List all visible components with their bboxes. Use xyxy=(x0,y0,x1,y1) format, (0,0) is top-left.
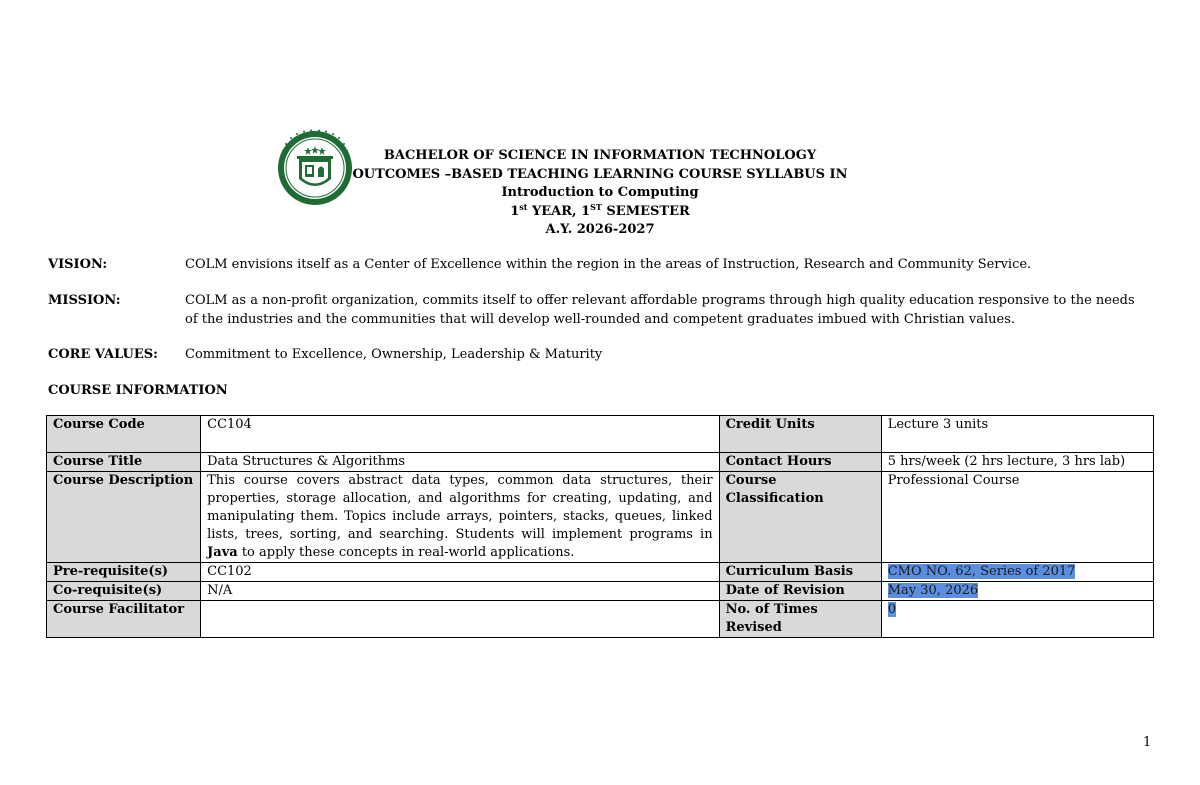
course-code-value: CC104 xyxy=(201,416,719,453)
credit-units-label: Credit Units xyxy=(719,416,881,453)
program-title: BACHELOR OF SCIENCE IN INFORMATION TECHNOLOGY xyxy=(383,148,817,163)
curriculum-basis-label: Curriculum Basis xyxy=(719,563,881,582)
syllabus-header xyxy=(300,147,900,240)
times-revised-cell xyxy=(881,601,1153,638)
course-description-value: This course covers abstract data types, common data structures, their properties, storage allocation, and algorithms for creating, updating, and manipulating them. Topics include arrays, pointers, stacks, queues, linked lists, trees, sorting, and searching. Students will implement programs in Java to apply these concepts in real-world applications. xyxy=(201,472,719,563)
table-row xyxy=(47,416,1154,453)
vision-label: VISION: xyxy=(48,257,108,272)
course-facilitator-value xyxy=(201,601,719,638)
vision-text: COLM envisions itself as a Center of Excellence within the region in the areas of Instruction, Research and Community Service. xyxy=(185,257,1032,272)
curriculum-basis-cell xyxy=(881,563,1153,582)
course-code-label: Course Code xyxy=(47,416,201,453)
corequisite-label: Co-requisite(s) xyxy=(47,582,201,601)
course-description-label: Course Description xyxy=(47,472,201,563)
page-number: 1 xyxy=(1143,735,1152,750)
syllabus-type: OUTCOMES –BASED TEACHING LEARNING COURSE SYLLABUS IN xyxy=(352,166,848,182)
curriculum-basis-value: CMO NO. 62, Series of 2017 xyxy=(887,564,1076,579)
year-semester: 1st YEAR, 1ST SEMESTER xyxy=(510,201,690,219)
course-title-label: Course Title xyxy=(47,453,201,472)
table-row xyxy=(47,472,1154,563)
corequisite-value: N/A xyxy=(201,582,719,601)
course-facilitator-label: Course Facilitator xyxy=(47,601,201,638)
table-row xyxy=(47,453,1154,472)
course-title-value: Data Structures & Algorithms xyxy=(201,453,719,472)
date-of-revision-value: May 30, 2026 xyxy=(887,583,979,598)
prerequisite-value: CC102 xyxy=(201,563,719,582)
date-of-revision-label: Date of Revision xyxy=(719,582,881,601)
course-classification-value: Professional Course xyxy=(881,472,1153,563)
mission-text: COLM as a non-profit organization, commits itself to offer relevant affordable programs through high quality education responsive to the needs of the industries and the communities that will develop well-rounded and competent graduates imbued with Christian values. xyxy=(185,293,1135,327)
table-row xyxy=(47,582,1154,601)
course-information-title: COURSE INFORMATION xyxy=(48,383,228,398)
course-classification-label: Course Classification xyxy=(719,472,881,563)
times-revised-label: No. of Times Revised xyxy=(719,601,881,638)
core-values-label: CORE VALUES: xyxy=(48,347,158,362)
table-row xyxy=(47,563,1154,582)
mission-label: MISSION: xyxy=(48,293,121,308)
course-subject-title: Introduction to Computing xyxy=(501,185,699,200)
table-row xyxy=(47,601,1154,638)
date-of-revision-cell xyxy=(881,582,1153,601)
core-values-text: Commitment to Excellence, Ownership, Leadership & Maturity xyxy=(185,347,603,362)
academic-year: A.Y. 2026-2027 xyxy=(545,222,655,237)
contact-hours-label: Contact Hours xyxy=(719,453,881,472)
credit-units-value: Lecture 3 units xyxy=(881,416,1153,453)
prerequisite-label: Pre-requisite(s) xyxy=(47,563,201,582)
contact-hours-value: 5 hrs/week (2 hrs lecture, 3 hrs lab) xyxy=(881,453,1153,472)
course-information-table xyxy=(46,415,1154,638)
times-revised-value: 0 xyxy=(887,602,896,617)
